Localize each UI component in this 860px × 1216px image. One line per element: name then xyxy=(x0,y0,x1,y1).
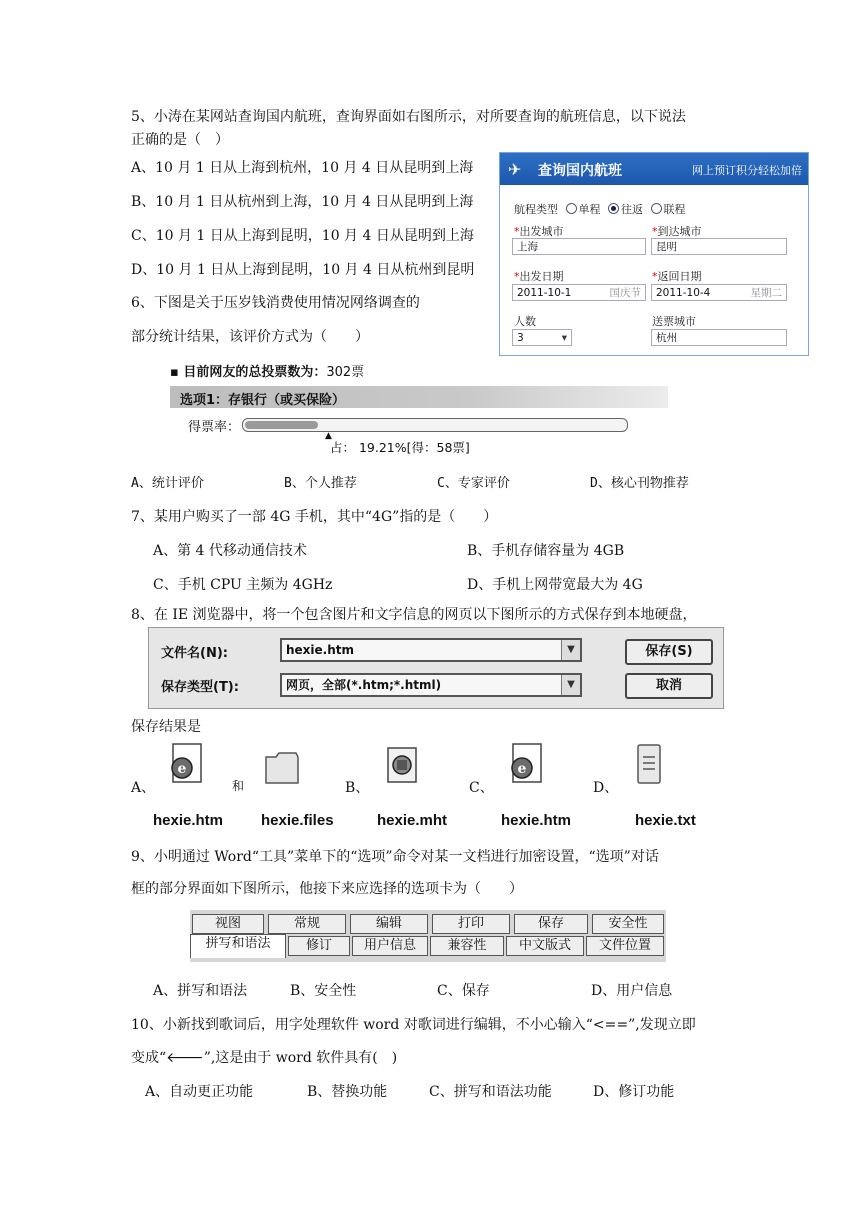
radio-multi-label: 联程 xyxy=(663,203,686,216)
vote-rate-label: 得票率： xyxy=(188,420,241,435)
q9-stem-line2: 框的部分界面如下图所示，他接下来应选择的选项卡为（ ） xyxy=(131,881,523,897)
return-date-label-text: 返回日期 xyxy=(657,270,702,283)
svg-text:e: e xyxy=(177,761,187,777)
required-mark: * xyxy=(652,225,658,238)
radio-oneway[interactable] xyxy=(566,203,577,214)
required-mark: * xyxy=(652,270,658,283)
q8-option-b-label: B、 xyxy=(345,780,370,796)
tab-chinese-layout[interactable]: 中文版式 xyxy=(506,936,584,956)
vote-total xyxy=(170,361,364,380)
required-mark: * xyxy=(514,225,520,238)
filename-label: 文件名(N): xyxy=(161,646,228,661)
q5-option-a: A、10 月 1 日从上海到杭州，10 月 4 日从昆明到上海 xyxy=(131,160,474,176)
vote-result-panel xyxy=(170,358,670,458)
filetype-select[interactable] xyxy=(280,673,582,697)
return-date-value: 2011-10-4 xyxy=(656,287,711,299)
q9-option-c: C、保存 xyxy=(437,983,490,999)
q8-stem-line2: 保存结果是 xyxy=(131,719,201,735)
to-city-label xyxy=(652,223,702,239)
q5-stem-line2: 正确的是（ ） xyxy=(131,132,229,148)
q9-stem-line1: 9、小明通过 Word“工具”菜单下的“选项”命令对某一文档进行加密设置，“选项”对话 xyxy=(131,849,659,865)
radio-multi[interactable] xyxy=(651,203,662,214)
q9-option-b: B、安全性 xyxy=(290,983,357,999)
tab-track-changes[interactable]: 修订 xyxy=(288,936,350,956)
chevron-down-icon[interactable]: ▼ xyxy=(561,640,580,660)
file-name-a1: hexie.htm xyxy=(153,812,224,829)
q8-option-a-label: A、 xyxy=(131,780,156,796)
vote-total-label: ▪ 目前网友的总投票数为： xyxy=(170,365,327,380)
q7-option-d: D、手机上网带宽最大为 4G xyxy=(467,577,643,593)
return-date-hint: 星期二 xyxy=(750,287,782,299)
q5-stem-line1: 5、小涛在某网站查询国内航班，查询界面如右图所示，对所要查询的航班信息，以下说法 xyxy=(131,109,686,125)
word-options-tabs xyxy=(190,910,666,962)
vote-total-value: 302票 xyxy=(326,365,365,380)
depart-date-hint: 国庆节 xyxy=(609,287,641,299)
deliver-city-label: 送票城市 xyxy=(652,315,696,328)
tab-file-locations[interactable]: 文件位置 xyxy=(586,936,664,956)
q10-stem-line1: 10、小新找到歌词后，用字处理软件 word 对歌词进行编辑，不小心输入“<==”,发现立即 xyxy=(131,1017,696,1033)
flight-panel-title: 查询国内航班 xyxy=(538,163,622,179)
deliver-city-input[interactable]: 杭州 xyxy=(651,329,787,346)
q7-stem: 7、某用户购买了一部 4G 手机，其中“4G”指的是（ ） xyxy=(131,509,498,525)
svg-text:e: e xyxy=(517,761,527,777)
q6-option-a: A、统计评价 xyxy=(131,476,204,491)
tab-edit[interactable]: 编辑 xyxy=(350,914,428,934)
plane-icon: ✈ xyxy=(508,160,522,179)
tab-general[interactable]: 常规 xyxy=(268,914,346,934)
radio-return-label: 往返 xyxy=(621,203,643,216)
text-file-icon xyxy=(628,743,668,787)
from-city-label xyxy=(514,223,564,239)
to-city-input[interactable]: 昆明 xyxy=(651,238,787,255)
q8-option-d-label: D、 xyxy=(593,780,619,796)
return-date-label xyxy=(652,268,702,284)
q8-and-text: 和 xyxy=(232,779,245,793)
file-name-d: hexie.txt xyxy=(635,812,696,829)
q8-option-c-label: C、 xyxy=(469,780,494,796)
tab-save[interactable]: 保存 xyxy=(514,914,588,934)
chevron-down-icon: ▾ xyxy=(561,332,567,344)
trip-type-label: 航程类型 xyxy=(514,203,558,216)
return-date-input[interactable] xyxy=(651,284,787,301)
q8-stem-line1: 8、在 IE 浏览器中，将一个包含图片和文字信息的网页以下图所示的方式保存到本地硬盘， xyxy=(131,607,697,623)
trip-type-row xyxy=(514,201,686,217)
flight-panel-header xyxy=(500,153,808,185)
q7-option-a: A、第 4 代移动通信技术 xyxy=(153,543,307,559)
depart-date-label xyxy=(514,268,564,284)
q10-option-d: D、修订功能 xyxy=(593,1084,675,1100)
mht-file-icon xyxy=(382,744,422,788)
q6-option-c: C、专家评价 xyxy=(437,476,510,491)
radio-oneway-label: 单程 xyxy=(578,203,601,216)
file-name-c: hexie.htm xyxy=(501,812,572,829)
q5-option-d: D、10 月 1 日从上海到昆明，10 月 4 日从杭州到昆明 xyxy=(131,262,475,278)
to-city-label-text: 到达城市 xyxy=(657,225,702,238)
tab-security[interactable]: 安全性 xyxy=(592,914,664,934)
ie-html-file-icon xyxy=(505,742,545,786)
radio-return[interactable] xyxy=(608,203,619,214)
required-mark: * xyxy=(514,270,520,283)
from-city-input[interactable]: 上海 xyxy=(512,238,646,255)
vote-percent-text: 占： 19.21%[得：58票] xyxy=(330,440,470,455)
vote-marker-icon: ▲ xyxy=(325,431,332,441)
people-select[interactable] xyxy=(512,329,572,346)
save-as-dialog xyxy=(148,627,724,709)
file-name-b: hexie.mht xyxy=(377,812,448,829)
q7-option-c: C、手机 CPU 主频为 4GHz xyxy=(153,577,333,593)
people-value: 3 xyxy=(517,332,524,344)
from-city-label-text: 出发城市 xyxy=(519,225,564,238)
q6-stem-line2: 部分统计结果，该评价方式为（ ） xyxy=(131,329,369,345)
tab-view[interactable]: 视图 xyxy=(192,914,264,934)
vote-option-label: 选项1：存银行（或买保险） xyxy=(180,393,346,408)
q10-option-c: C、拼写和语法功能 xyxy=(429,1084,552,1100)
depart-date-value: 2011-10-1 xyxy=(517,287,572,299)
people-label: 人数 xyxy=(514,315,536,328)
vote-option-bar xyxy=(170,386,668,408)
q6-option-b: B、个人推荐 xyxy=(284,476,357,491)
file-name-a2: hexie.files xyxy=(261,812,334,829)
save-button[interactable]: 保存(S) xyxy=(625,639,713,665)
q10-stem-line2: 变成“🡐”,这是由于 word 软件具有( ) xyxy=(131,1050,398,1066)
q9-option-a: A、拼写和语法 xyxy=(153,983,248,999)
tab-spelling-grammar[interactable]: 拼写和语法 xyxy=(190,934,286,958)
q10-option-a: A、自动更正功能 xyxy=(145,1084,254,1100)
filetype-value: 网页，全部(*.htm;*.html) xyxy=(286,678,442,692)
ie-html-file-icon xyxy=(165,742,205,786)
vote-progress-track xyxy=(242,418,628,432)
filetype-label: 保存类型(T): xyxy=(161,680,239,695)
tab-print[interactable]: 打印 xyxy=(432,914,510,934)
vote-progress-fill xyxy=(245,421,318,429)
tab-compatibility[interactable]: 兼容性 xyxy=(430,936,504,956)
cancel-button[interactable]: 取消 xyxy=(625,673,713,699)
q6-option-d: D、核心刊物推荐 xyxy=(590,476,689,491)
q5-option-c: C、10 月 1 日从上海到昆明，10 月 4 日从昆明到上海 xyxy=(131,228,474,244)
flight-search-panel xyxy=(499,152,809,356)
chevron-down-icon[interactable]: ▼ xyxy=(561,675,580,695)
q10-option-b: B、替换功能 xyxy=(307,1084,388,1100)
q9-option-d: D、用户信息 xyxy=(591,983,673,999)
folder-icon xyxy=(262,745,302,789)
q7-option-b: B、手机存储容量为 4GB xyxy=(467,543,625,559)
depart-date-label-text: 出发日期 xyxy=(519,270,564,283)
q5-option-b: B、10 月 1 日从杭州到上海，10 月 4 日从昆明到上海 xyxy=(131,194,474,210)
tab-user-info[interactable]: 用户信息 xyxy=(352,936,428,956)
filename-input[interactable] xyxy=(280,638,582,662)
q6-stem-line1: 6、下图是关于压岁钱消费使用情况网络调查的 xyxy=(131,295,420,311)
filename-value: hexie.htm xyxy=(286,643,355,657)
depart-date-input[interactable] xyxy=(512,284,646,301)
flight-panel-promo[interactable]: 网上预订积分轻松加倍 xyxy=(692,164,802,177)
